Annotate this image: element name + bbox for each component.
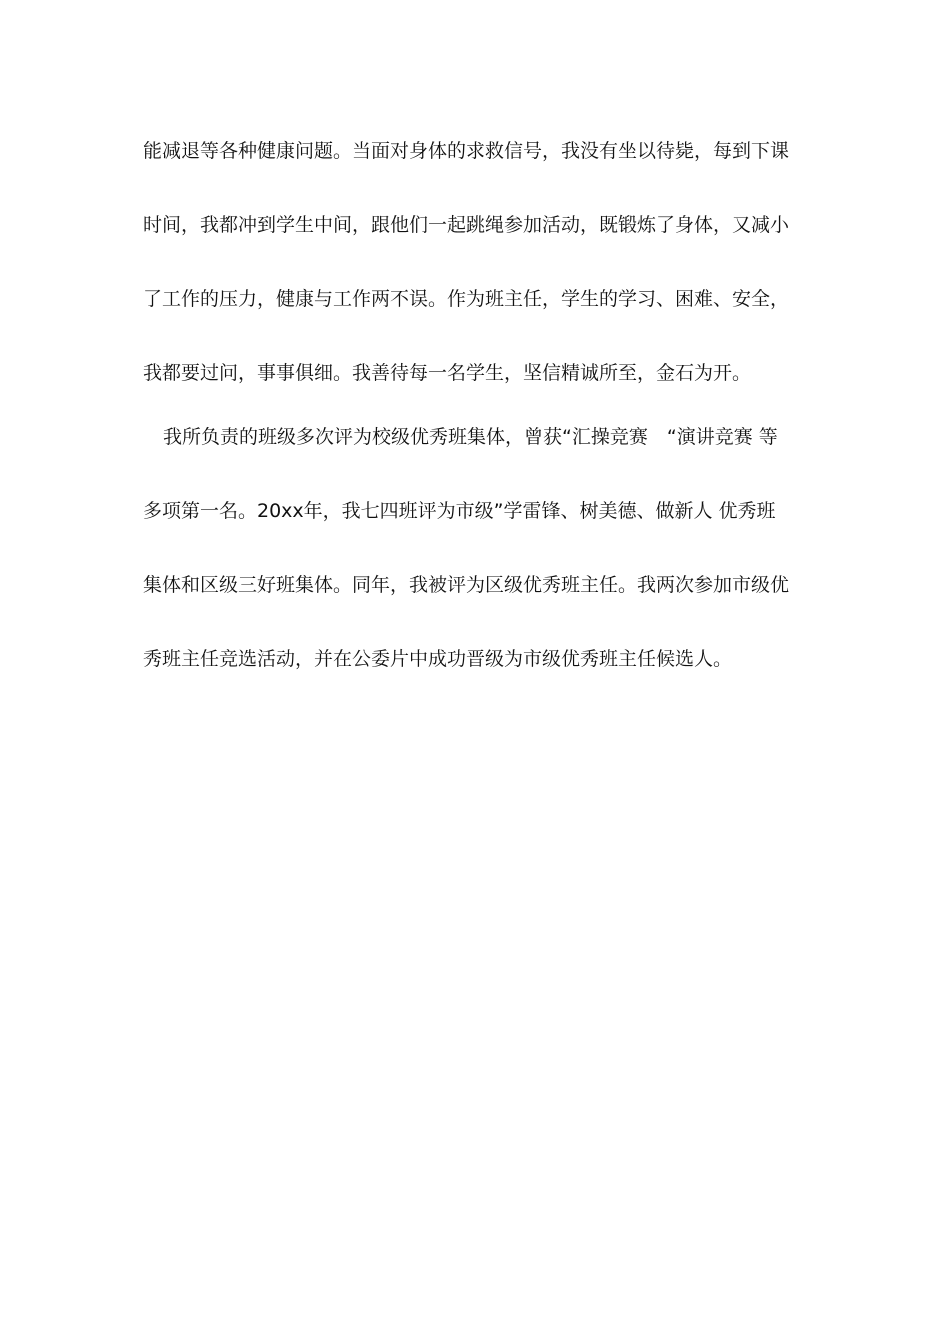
- paragraph-2-line-3: 集体和区级三好班集体。同年，我被评为区级优秀班主任。我两次参加市级优: [143, 574, 790, 596]
- paragraph-1-line-1: 能减退等各种健康问题。当面对身体的求救信号，我没有坐以待毙，每到下课: [143, 140, 790, 162]
- paragraph-1-line-4: 我都要过问，事事俱细。我善待每一名学生，坚信精诚所至，金石为开。: [143, 362, 752, 384]
- paragraph-1-line-2: 时间，我都冲到学生中间，跟他们一起跳绳参加活动，既锻炼了身体，又减小: [143, 214, 790, 236]
- paragraph-2-line-4: 秀班主任竞选活动，并在公委片中成功晋级为市级优秀班主任候选人。: [143, 648, 733, 670]
- paragraph-2-line-2: 多项第一名。20xx年，我七四班评为市级”学雷锋、树美德、做新人 优秀班: [143, 500, 776, 522]
- paragraph-1-line-3: 了工作的压力，健康与工作两不误。作为班主任，学生的学习、困难、安全，: [143, 288, 790, 310]
- paragraph-2-line-1: 我所负责的班级多次评为校级优秀班集体，曾获“汇操竞赛 “演讲竞赛 等: [163, 426, 778, 448]
